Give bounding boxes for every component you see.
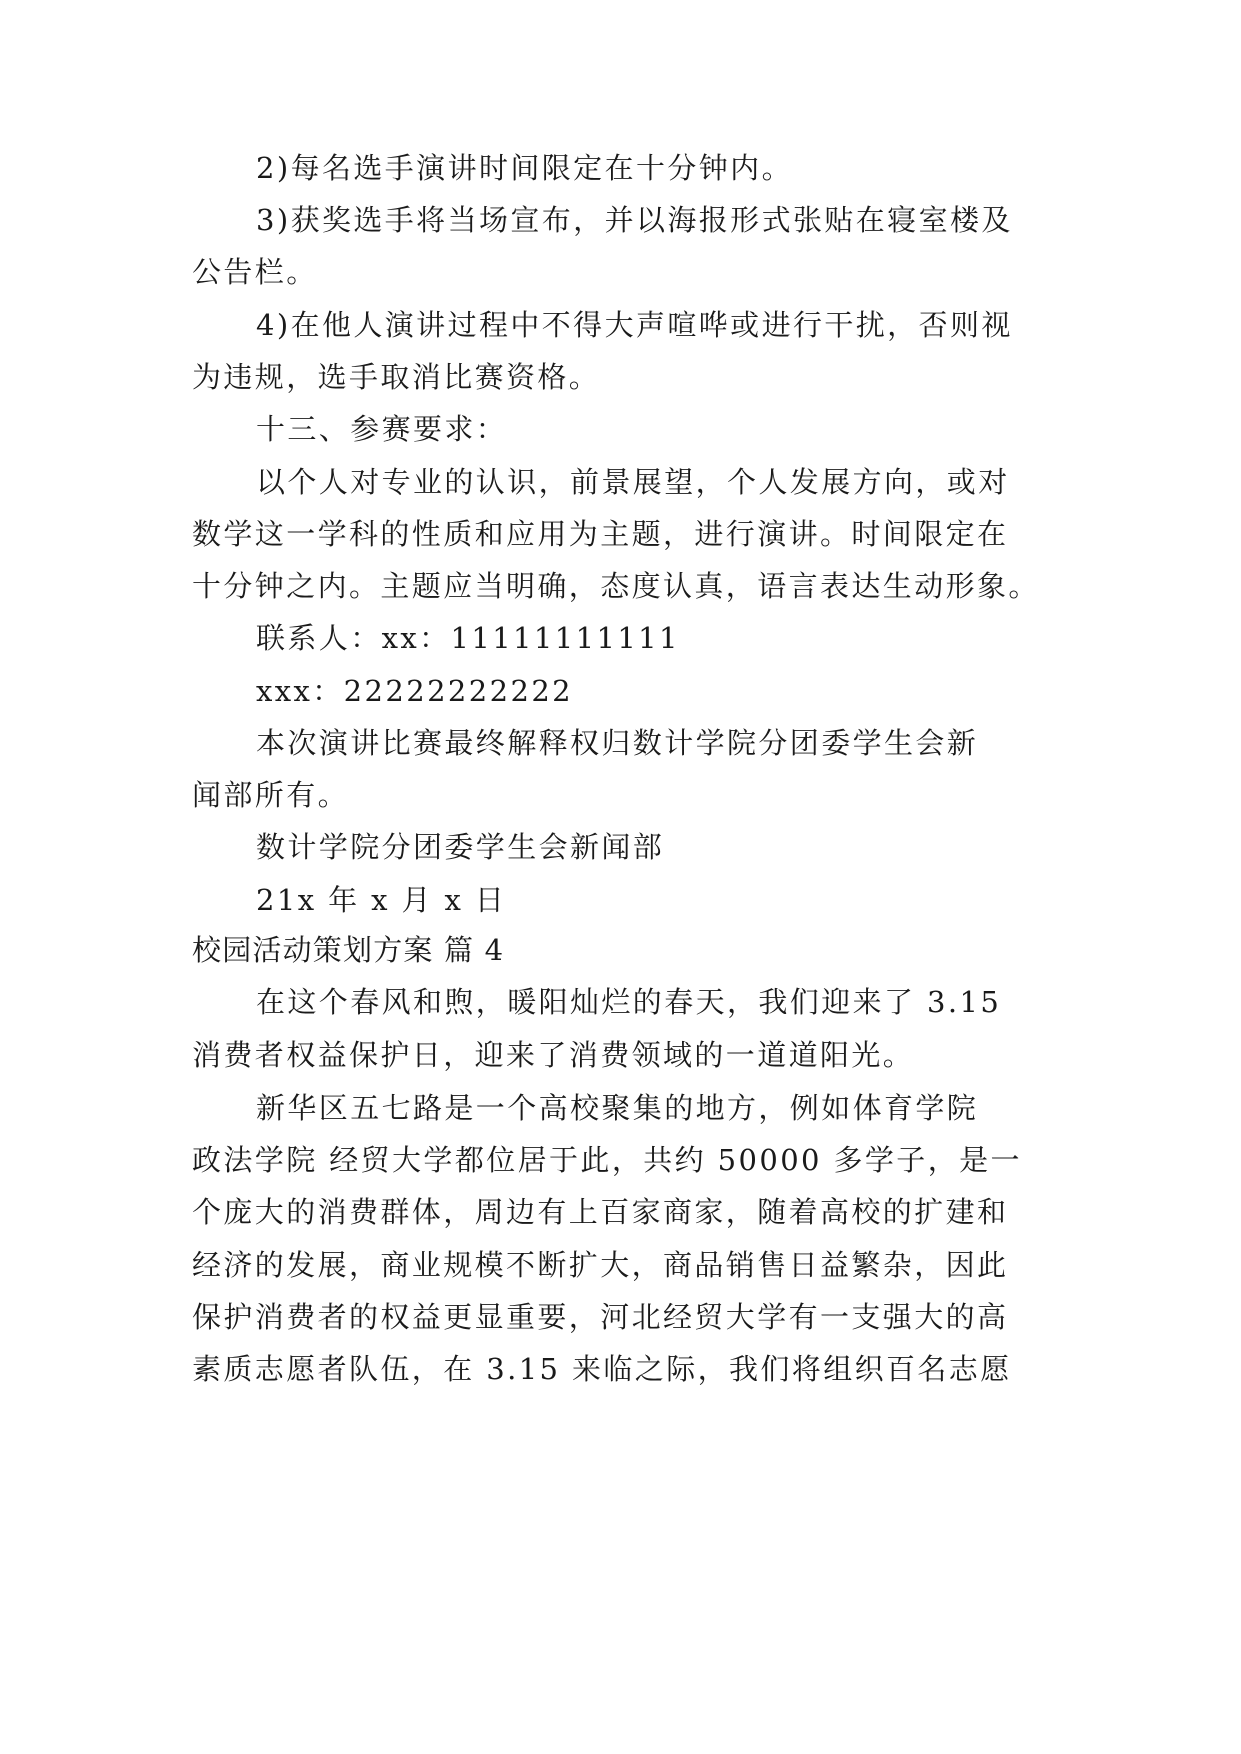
contact-line: xxx：22222222222 (256, 674, 574, 708)
text-line: 新华区五七路是一个高校聚集的地方，例如体育学院 (256, 1091, 979, 1125)
text-line: 闻部所有。 (192, 778, 350, 812)
signature-org: 数计学院分团委学生会新闻部 (256, 830, 665, 864)
text-line: 保护消费者的权益更显重要，河北经贸大学有一支强大的高 (192, 1300, 1009, 1334)
text-line: 2)每名选手演讲时间限定在十分钟内。 (256, 151, 793, 185)
contact-line: 联系人：xx：11111111111 (256, 621, 680, 655)
text-line: 本次演讲比赛最终解释权归数计学院分团委学生会新 (256, 726, 979, 760)
text-line: 以个人对专业的认识，前景展望，个人发展方向，或对 (256, 465, 1010, 499)
text-line: 在这个春风和煦，暖阳灿烂的春天，我们迎来了 3.15 (256, 985, 1002, 1019)
text-line: 十分钟之内。主题应当明确，态度认真，语言表达生动形象。 (192, 569, 1040, 603)
text-line: 经济的发展，商业规模不断扩大，商品销售日益繁杂，因此 (192, 1248, 1009, 1282)
section-heading: 十三、参赛要求： (256, 412, 508, 446)
text-line: 公告栏。 (192, 255, 318, 289)
text-line: 个庞大的消费群体，周边有上百家商家，随着高校的扩建和 (192, 1195, 1009, 1229)
signature-date: 21x 年 x 月 x 日 (256, 883, 507, 917)
text-line: 4)在他人演讲过程中不得大声喧哗或进行干扰，否则视 (256, 308, 1013, 342)
text-line: 素质志愿者队伍，在 3.15 来临之际，我们将组织百名志愿 (192, 1352, 1012, 1386)
text-line: 3)获奖选手将当场宣布，并以海报形式张贴在寝室楼及 (256, 203, 1013, 237)
text-line: 数学这一学科的性质和应用为主题，进行演讲。时间限定在 (192, 517, 1009, 551)
text-line: 消费者权益保护日，迎来了消费领域的一道道阳光。 (192, 1038, 915, 1072)
section-title: 校园活动策划方案 篇 4 (192, 933, 505, 967)
text-line: 政法学院 经贸大学都位居于此，共约 50000 多学子，是一 (192, 1143, 1022, 1177)
text-line: 为违规，选手取消比赛资格。 (192, 360, 601, 394)
